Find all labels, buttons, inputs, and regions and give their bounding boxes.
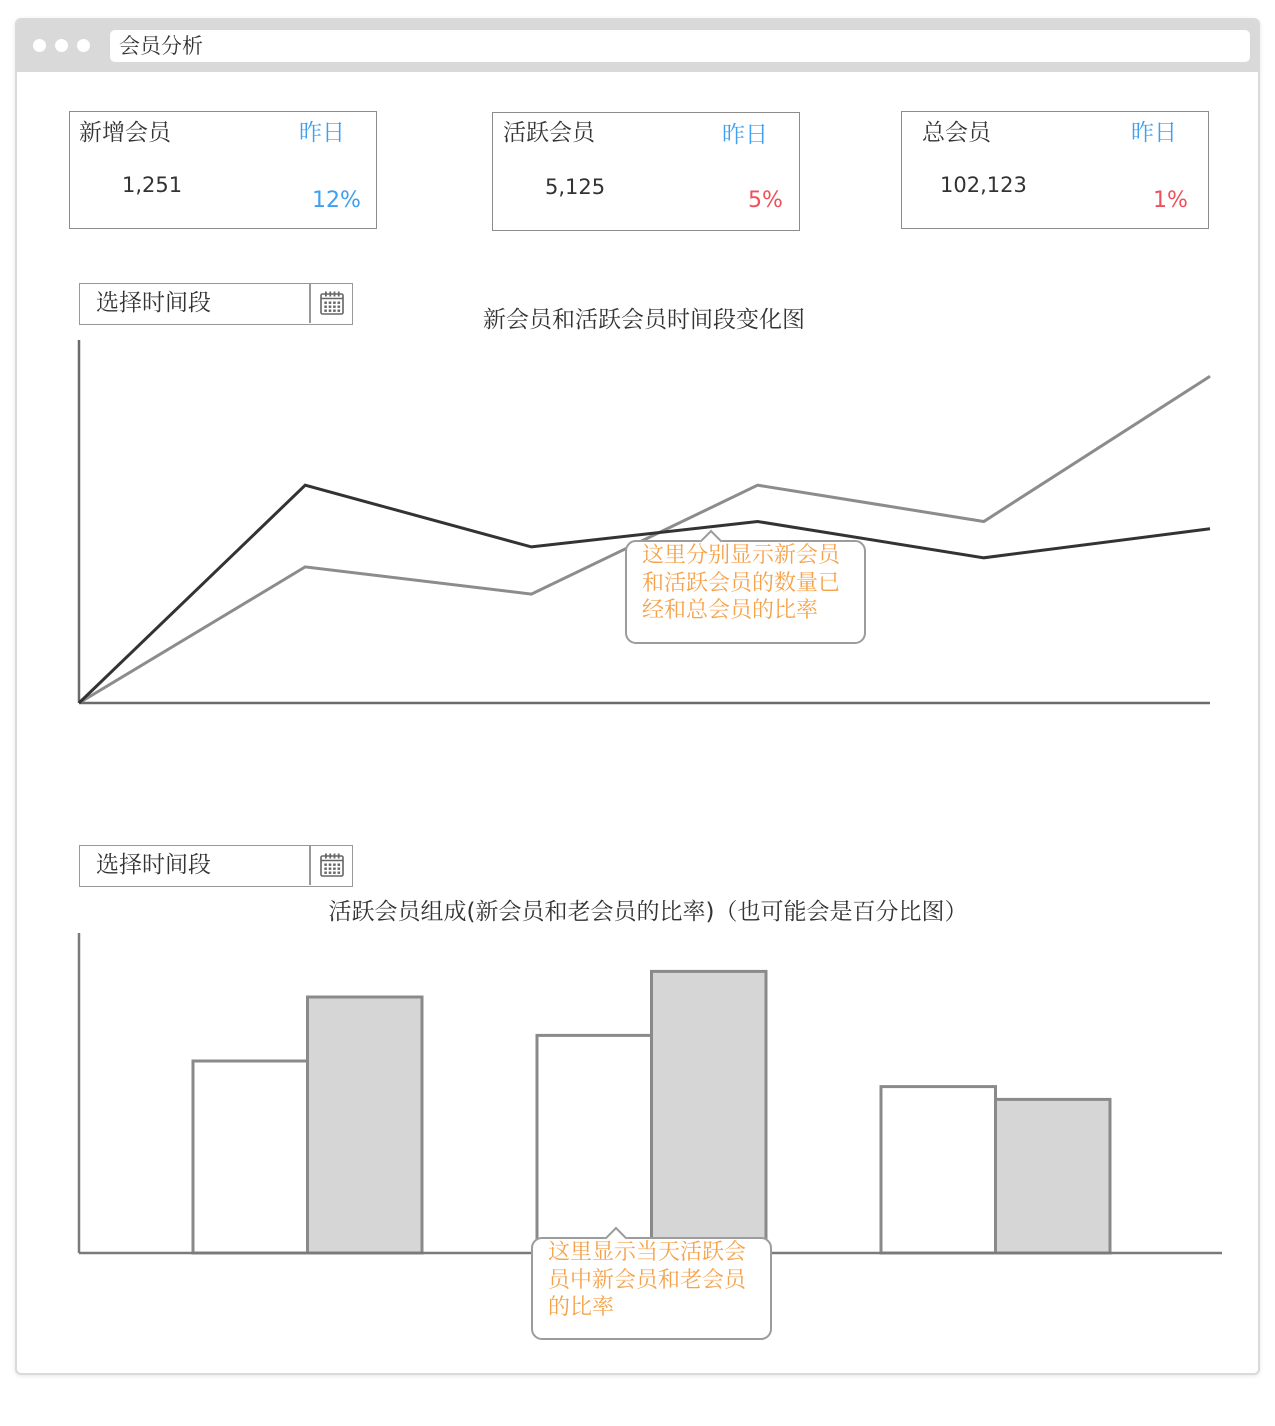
window-titlebar xyxy=(17,20,1258,72)
line-chart-annotation xyxy=(625,540,866,644)
annotation-line: 员中新会员和老会员 xyxy=(548,1267,747,1293)
address-bar[interactable] xyxy=(110,30,1250,62)
stat-card-label: 新增会员 xyxy=(79,120,171,146)
annotation-line: 的比率 xyxy=(548,1295,615,1320)
date-range-label: 选择时间段 xyxy=(96,852,211,878)
line-chart-title: 新会员和活跃会员时间段变化图 xyxy=(483,307,805,333)
bar-chart-title: 活跃会员组成(新会员和老会员的比率)（也可能会是百分比图） xyxy=(328,899,968,925)
annotation-line: 和活跃会员的数量已 xyxy=(642,570,841,596)
window-close-button[interactable] xyxy=(33,39,46,52)
stat-card-label: 活跃会员 xyxy=(503,120,595,146)
bar-group-3-series-2 xyxy=(996,1099,1111,1253)
bar-group-1-series-2 xyxy=(308,997,423,1253)
bar-group-2-series-2 xyxy=(652,971,767,1253)
stat-card-change: 1% xyxy=(1153,188,1188,213)
window-maximize-button[interactable] xyxy=(77,39,90,52)
stat-card-period[interactable]: 昨日 xyxy=(299,120,345,146)
stat-card-period[interactable]: 昨日 xyxy=(1131,120,1177,146)
stat-card-new-members xyxy=(69,111,377,229)
bar-group-1-series-1 xyxy=(193,1061,308,1253)
date-picker-divider xyxy=(309,846,311,885)
line-chart xyxy=(60,330,1230,720)
stat-card-value: 102,123 xyxy=(940,173,1027,197)
bar-chart xyxy=(60,920,1240,1265)
bar-group-2-series-1 xyxy=(537,1035,652,1253)
annotation-line: 这里显示当天活跃会 xyxy=(548,1240,747,1265)
date-range-picker[interactable] xyxy=(79,845,353,887)
stat-card-total-members xyxy=(901,111,1209,229)
stat-card-change: 12% xyxy=(312,188,361,213)
annotation-line: 这里分别显示新会员 xyxy=(642,543,841,568)
stat-card-change: 5% xyxy=(748,188,783,213)
stat-card-label: 总会员 xyxy=(922,120,991,146)
bar-group-3-series-1 xyxy=(881,1087,996,1253)
bar-marks-group xyxy=(193,971,1110,1253)
stat-card-value: 5,125 xyxy=(545,175,606,199)
window-minimize-button[interactable] xyxy=(55,39,68,52)
window-title: 会员分析 xyxy=(119,34,203,58)
stat-card-active-members xyxy=(492,112,800,231)
date-range-label: 选择时间段 xyxy=(96,290,211,316)
annotation-line: 经和总会员的比率 xyxy=(642,598,819,623)
stat-card-value: 1,251 xyxy=(122,173,183,197)
calendar-icon[interactable] xyxy=(318,851,346,879)
bar-chart-annotation xyxy=(531,1237,772,1340)
stat-card-period[interactable]: 昨日 xyxy=(722,122,768,148)
